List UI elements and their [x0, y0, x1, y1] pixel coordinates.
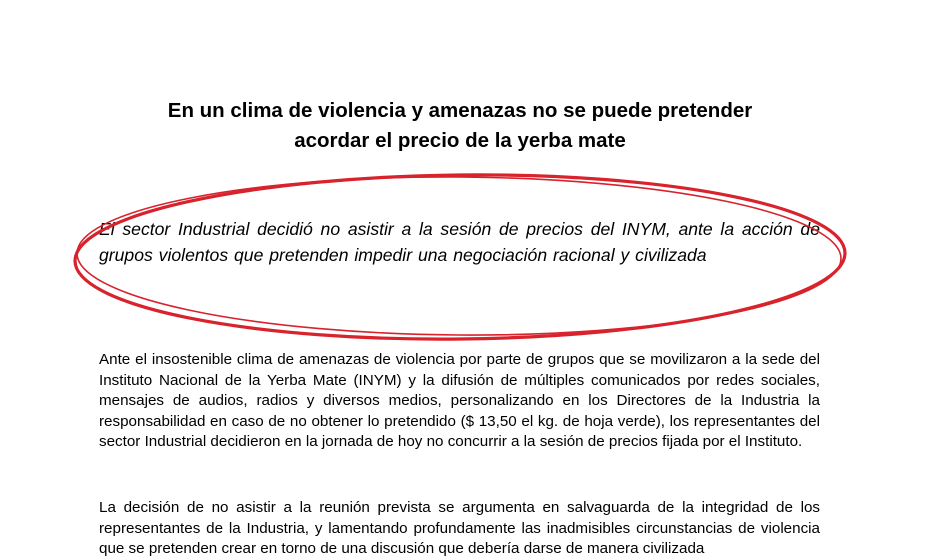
title-line-2: acordar el precio de la yerba mate — [294, 129, 626, 152]
lead-paragraph: El sector Industrial decidió no asistir a la sesión de precios del INYM, ante la acción de grupos violentos que pretenden impedir una negociación racional y civilizada — [99, 219, 820, 265]
body-paragraph-1: Ante el insostenible clima de amenazas de violencia por parte de grupos que se movilizaron a la sede del Instituto Nacional de la Yerba Mate (INYM) y la difusión de múltiples comunicados por redes sociales, mensajes de audios, radios y diversos medios, personalizando en los Directores de la Industria la responsabilidad en caso de no obtener lo pretendido ($ 13,50 el kg. de hoja verde), los representantes del sector Industrial decidieron en la jornada de hoy no concurrir a la sesión de precios fijada por el Instituto. — [99, 351, 820, 451]
body-paragraph-2: La decisión de no asistir a la reunión prevista se argumenta en salvaguarda de la integridad de los representantes de la Industria, y lamentando profundamente las inadmisibles circunstancias de violencia que se pretenden crear en torno de una discusión que debería darse de manera civilizada — [99, 499, 820, 558]
document-title — [100, 96, 820, 156]
title-line-1: En un clima de violencia y amenazas no se puede pretender — [167, 99, 753, 122]
